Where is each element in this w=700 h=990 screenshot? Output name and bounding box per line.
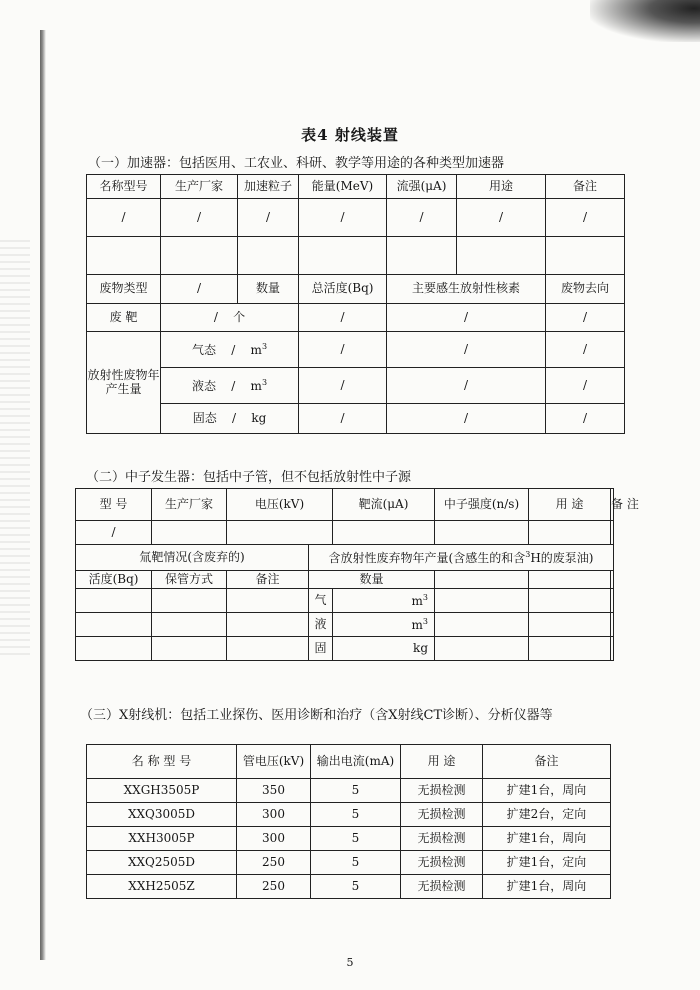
table-row: XXH3005P 300 5 无损检测 扩建1台，周向 bbox=[87, 827, 611, 851]
header-cell: 名 称 型 号 bbox=[87, 745, 237, 779]
table-cell: / bbox=[457, 199, 546, 237]
header-cell: 用途 bbox=[457, 175, 546, 199]
tritium-label: 氚靶情况(含废弃的) bbox=[76, 545, 309, 571]
waste-target-row bbox=[87, 304, 625, 332]
accelerator-header-row bbox=[87, 175, 625, 199]
waste-type-label: 废物类型 bbox=[87, 275, 161, 304]
table-row: XXGH3505P 350 5 无损检测 扩建1台，周向 bbox=[87, 779, 611, 803]
table-row: XXQ2505D 250 5 无损检测 扩建1台，定向 bbox=[87, 851, 611, 875]
xray-table bbox=[86, 744, 611, 899]
table-cell: / bbox=[161, 199, 238, 237]
header-cell: 电压(kV) bbox=[227, 489, 333, 521]
table-row: 固 kg bbox=[76, 637, 614, 661]
waste-activity-label: 总活度(Bq) bbox=[299, 275, 387, 304]
accelerator-table bbox=[86, 174, 625, 434]
header-cell: 能量(MeV) bbox=[299, 175, 387, 199]
table-row: / bbox=[76, 521, 614, 545]
header-cell: 名称型号 bbox=[87, 175, 161, 199]
target-destination: / bbox=[546, 304, 625, 332]
neutron-table bbox=[75, 488, 639, 661]
table-cell: / bbox=[299, 199, 387, 237]
neutron-heading: （二）中子发生器：包括中子管，但不包括放射性中子源 bbox=[86, 470, 412, 485]
header-cell: 备注 bbox=[483, 745, 611, 779]
page-number: 5 bbox=[346, 956, 354, 969]
table-row: 气 $m^3$ bbox=[76, 589, 614, 613]
waste-header-row bbox=[87, 275, 625, 304]
table-cell: / bbox=[546, 199, 625, 237]
table-row bbox=[87, 199, 625, 237]
scan-noise bbox=[0, 240, 30, 660]
neutron-subheader-row bbox=[76, 545, 614, 571]
annual-waste-label: 放射性废物年产生量 bbox=[87, 332, 161, 434]
header-cell: 管电压(kV) bbox=[237, 745, 311, 779]
neutron-columns-row: 活度(Bq) 保管方式 备注 数量 bbox=[76, 571, 614, 589]
table-cell: / bbox=[87, 199, 161, 237]
annual-row: 放射性废物年产生量 气态 / $m^3$ / / / bbox=[87, 332, 625, 368]
target-label: 废 靶 bbox=[87, 304, 161, 332]
target-activity: / bbox=[299, 304, 387, 332]
table-cell: / bbox=[387, 199, 457, 237]
accelerator-heading: （一）加速器：包括医用、工农业、科研、教学等用途的各种类型加速器 bbox=[88, 156, 505, 171]
annual-quantity: 液态 / $m^3$ bbox=[161, 368, 299, 404]
waste-destination-label: 废物去向 bbox=[546, 275, 625, 304]
target-quantity: / 个 bbox=[161, 304, 299, 332]
waste-annual-label: 含放射性废弃物年产量(含感生的和含$^3$H的废泵油) bbox=[309, 545, 614, 571]
table-row: XXQ3005D 300 5 无损检测 扩建2台，定向 bbox=[87, 803, 611, 827]
waste-type-value: / bbox=[161, 275, 238, 304]
header-cell: 流强(μA) bbox=[387, 175, 457, 199]
header-cell: 型 号 bbox=[76, 489, 152, 521]
header-cell: 用 途 bbox=[529, 489, 611, 521]
neutron-header-row bbox=[76, 489, 614, 521]
header-cell: 生产厂家 bbox=[161, 175, 238, 199]
table-row: XXH2505Z 250 5 无损检测 扩建1台，周向 bbox=[87, 875, 611, 899]
waste-nuclide-label: 主要感生放射性核素 bbox=[387, 275, 546, 304]
table-row: 液 $m^3$ bbox=[76, 613, 614, 637]
waste-quantity-label: 数量 bbox=[238, 275, 299, 304]
header-cell: 靶流(μA) bbox=[333, 489, 435, 521]
table-cell: / bbox=[238, 199, 299, 237]
annual-quantity: 气态 / $m^3$ bbox=[161, 332, 299, 368]
header-cell: 备 注 bbox=[611, 489, 614, 521]
header-cell: 加速粒子 bbox=[238, 175, 299, 199]
target-nuclide: / bbox=[387, 304, 546, 332]
xray-heading: （三）X射线机：包括工业探伤、医用诊断和治疗（含X射线CT诊断）、分析仪器等 bbox=[80, 708, 553, 723]
header-cell: 用 途 bbox=[401, 745, 483, 779]
header-cell: 生产厂家 bbox=[152, 489, 227, 521]
header-cell: 中子强度(n/s) bbox=[435, 489, 529, 521]
table-row bbox=[87, 237, 625, 275]
scan-corner-shadow bbox=[590, 0, 700, 42]
header-cell: 输出电流(mA) bbox=[311, 745, 401, 779]
annual-quantity: 固态 / kg bbox=[161, 404, 299, 434]
xray-header-row bbox=[87, 745, 611, 779]
annual-row: 液态 / $m^3$ / / / bbox=[87, 368, 625, 404]
header-cell: 备注 bbox=[546, 175, 625, 199]
scan-edge-left bbox=[40, 30, 46, 960]
page-title: 表4 射线装置 bbox=[301, 126, 399, 144]
annual-row: 固态 / kg / / / bbox=[87, 404, 625, 434]
